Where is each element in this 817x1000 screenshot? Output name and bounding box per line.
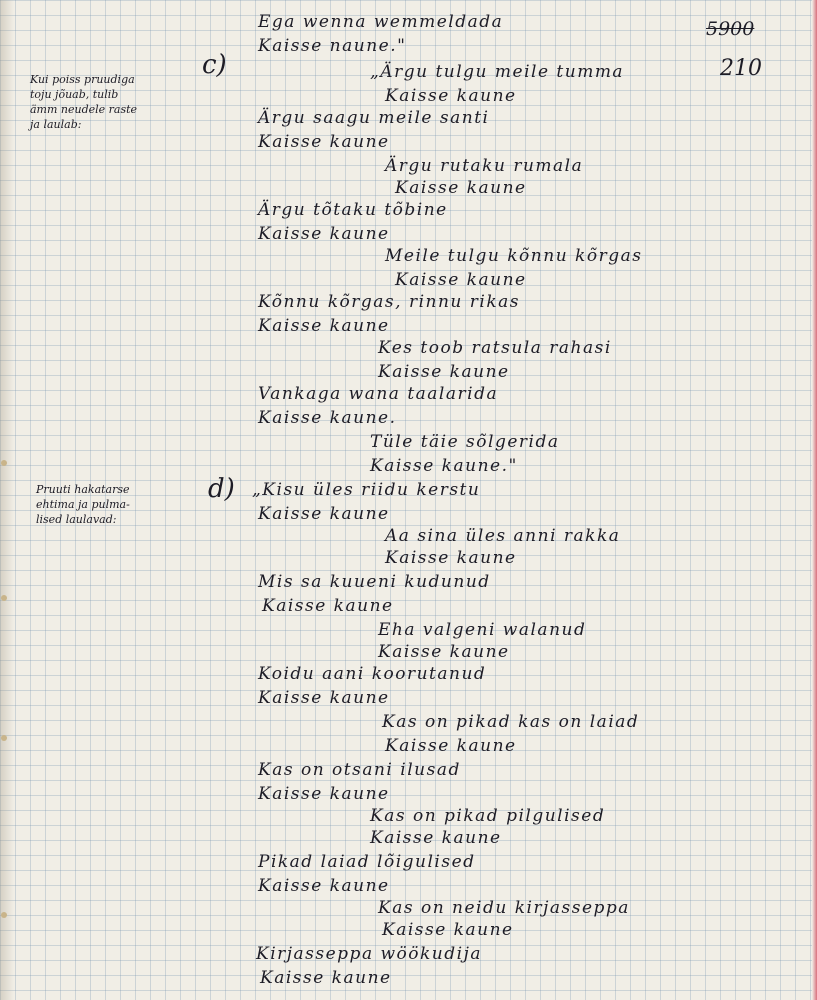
page-number: 210: [720, 56, 762, 81]
verse-line: Kaisse kaune: [262, 596, 394, 616]
verse-line: Kaisse kaune: [258, 132, 390, 152]
page-edge: [812, 0, 817, 1000]
verse-line: Kas on pikad kas on laiad: [382, 712, 640, 732]
verse-line: Ärgu saagu meile santi: [258, 108, 490, 128]
verse-line: Kirjasseppa wöökudija: [256, 944, 482, 964]
verse-line: Kaisse kaune: [258, 876, 390, 896]
verse-line: Mis sa kuueni kudunud: [258, 572, 491, 592]
verse-line: Kaisse kaune.: [258, 408, 397, 428]
verse-line: Kaisse kaune: [258, 504, 390, 524]
binding-hole: [1, 912, 7, 918]
margin-note-d: [36, 482, 211, 527]
margin-note-line: ehtima ja pulma-: [36, 498, 130, 511]
verse-line: „Kisu üles riidu kerstu: [252, 480, 481, 500]
page-fold-shadow: [0, 0, 14, 1000]
verse-line: Tüle täie sõlgerida: [370, 432, 560, 452]
verse-line: Kas on pikad pilgulised: [370, 806, 606, 826]
verse-line: Kaisse kaune: [395, 178, 527, 198]
verse-line: Kõnnu kõrgas, rinnu rikas: [258, 292, 520, 312]
section-letter-c: c): [202, 50, 227, 80]
verse-line: Kaisse kaune: [382, 920, 514, 940]
verse-line: Koidu aani koorutanud: [258, 664, 487, 684]
margin-note-line: toju jõuab, tulib: [30, 88, 119, 101]
verse-line: Ega wenna wemmeldada: [258, 12, 504, 32]
margin-note-line: Pruuti hakatarse: [36, 483, 130, 496]
verse-line: Pikad laiad lõigulised: [258, 852, 476, 872]
verse-line: Kaisse kaune: [385, 736, 517, 756]
verse-line: Eha valgeni walanud: [378, 620, 587, 640]
verse-line: Kaisse kaune: [258, 224, 390, 244]
binding-hole: [1, 735, 7, 741]
verse-line: Kaisse kaune: [378, 642, 510, 662]
verse-line: Kaisse kaune: [260, 968, 392, 988]
margin-note-line: ämm neudele raste: [30, 103, 138, 116]
verse-line: Kaisse kaune: [370, 828, 502, 848]
verse-line: Kaisse naune.": [258, 36, 407, 56]
verse-line: Kaisse kaune: [378, 362, 510, 382]
verse-line: Kaisse kaune: [258, 316, 390, 336]
verse-line: Kaisse kaune: [385, 548, 517, 568]
struck-page-number: 5900: [706, 18, 755, 40]
verse-line: Kas on neidu kirjasseppa: [378, 898, 630, 918]
verse-line: Kes toob ratsula rahasi: [378, 338, 612, 358]
margin-note-line: ja laulab:: [30, 118, 82, 131]
verse-line: Kas on otsani ilusad: [258, 760, 461, 780]
section-letter-d: d): [208, 474, 235, 504]
verse-line: Kaisse kaune.": [370, 456, 518, 476]
verse-line: Vankaga wana taalarida: [258, 384, 499, 404]
verse-line: Kaisse kaune: [395, 270, 527, 290]
margin-note-line: lised laulavad:: [36, 513, 117, 526]
binding-hole: [1, 460, 7, 466]
margin-note-line: Kui poiss pruudiga: [30, 73, 135, 86]
verse-line: Kaisse kaune: [258, 688, 390, 708]
verse-line: Meile tulgu kõnnu kõrgas: [385, 246, 643, 266]
verse-line: Kaisse kaune: [385, 86, 517, 106]
binding-hole: [1, 595, 7, 601]
verse-line: Kaisse kaune: [258, 784, 390, 804]
verse-line: „Ärgu tulgu meile tumma: [370, 62, 625, 82]
margin-note-c: [30, 72, 205, 132]
verse-line: Ärgu rutaku rumala: [385, 156, 584, 176]
verse-line: Ärgu tõtaku tõbine: [258, 200, 448, 220]
verse-line: Aa sina üles anni rakka: [385, 526, 621, 546]
